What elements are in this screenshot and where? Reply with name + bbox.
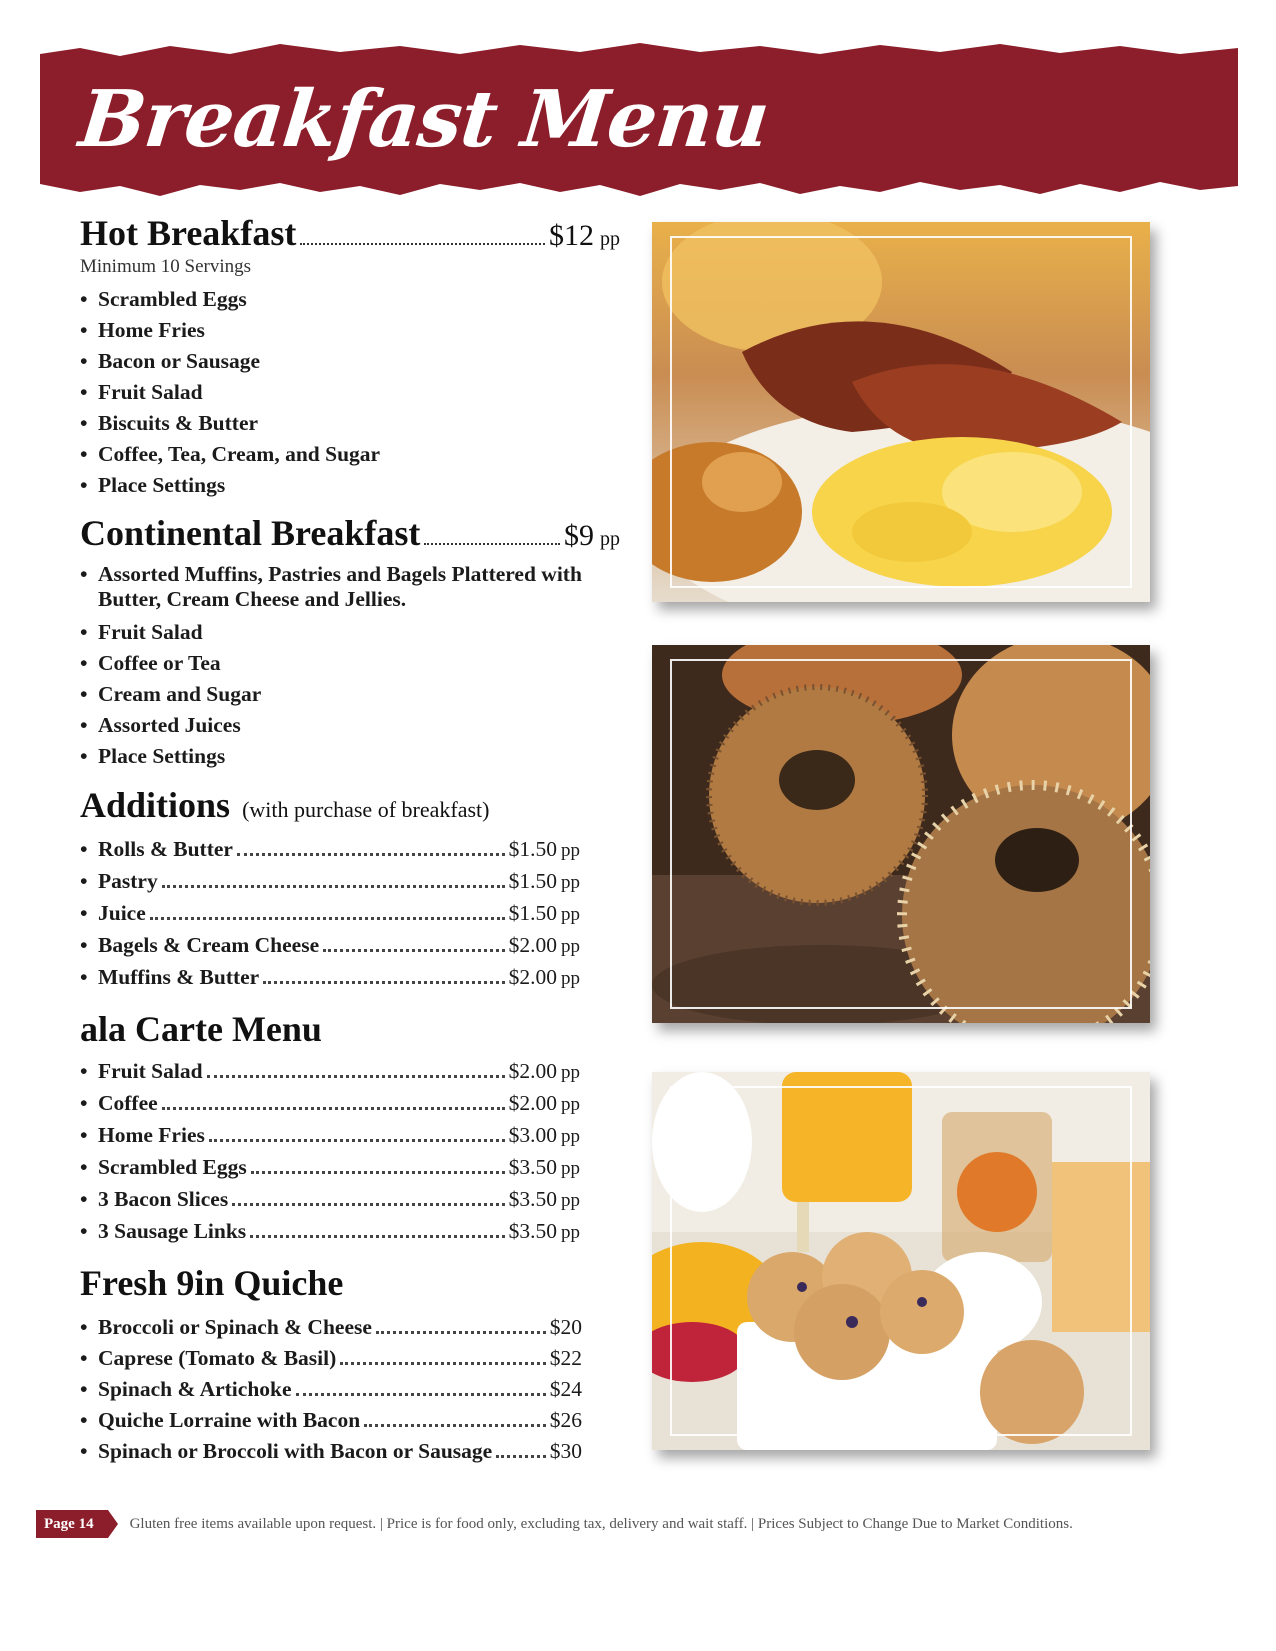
quiche-section (80, 1262, 620, 1467)
list-item: • 3 Bacon Slices $3.50 pp (80, 1187, 580, 1211)
list-item: • Coffee or Tea (80, 651, 221, 675)
list-item: • Home Fries (80, 318, 205, 342)
continental-title: Continental Breakfast (80, 513, 421, 553)
bagels-photo (652, 645, 1150, 1023)
muffins-photo (652, 1072, 1150, 1450)
list-item: • Rolls & Butter $1.50 pp (80, 837, 580, 861)
page-number: Page 14 (36, 1510, 108, 1538)
list-item: • Place Settings (80, 744, 226, 768)
hot-breakfast-note: Minimum 10 Servings (80, 256, 252, 277)
page-title: Breakfast Menu (75, 74, 773, 165)
hot-breakfast-list (80, 284, 620, 501)
dot-leader (300, 242, 545, 245)
hot-breakfast-title: Hot Breakfast (80, 213, 297, 253)
list-item: • Quiche Lorraine with Bacon $26 (80, 1408, 582, 1432)
list-item: • Coffee $2.00 pp (80, 1091, 580, 1115)
footer-disclaimer: Gluten free items available upon request. | Price is for food only, excluding tax, delivery and wait staff. | Prices Subject to Change Due to Market Conditions. (129, 1515, 1073, 1532)
list-item: • Juice $1.50 pp (80, 901, 580, 925)
list-item: • Assorted Muffins, Pastries and Bagels Plattered with Butter, Cream Cheese and Jellies. (80, 562, 582, 611)
hot-breakfast-photo (652, 222, 1150, 602)
list-item: • Fruit Salad (80, 380, 203, 404)
list-item: • Coffee, Tea, Cream, and Sugar (80, 442, 381, 466)
list-item: • Spinach or Broccoli with Bacon or Sausage $30 (80, 1439, 582, 1463)
additions-subtitle: (with purchase of breakfast) (242, 797, 490, 822)
additions-section (80, 784, 620, 994)
quiche-heading (80, 1262, 620, 1304)
list-item: • Spinach & Artichoke $24 (80, 1377, 582, 1401)
photo-frame (670, 236, 1132, 588)
list-item: • Fruit Salad (80, 620, 203, 644)
quiche-title: Fresh 9in Quiche (80, 1263, 344, 1303)
dot-leader (424, 542, 560, 545)
hot-breakfast-section (80, 212, 620, 501)
additions-heading (80, 784, 620, 826)
list-item: • Broccoli or Spinach & Cheese $20 (80, 1315, 582, 1339)
continental-list (80, 562, 620, 772)
continental-heading (80, 512, 620, 554)
price-unit: pp (600, 528, 620, 550)
price-unit: pp (600, 228, 620, 250)
page-footer (36, 1509, 1246, 1539)
ala-carte-heading (80, 1008, 620, 1050)
quiche-list (80, 1312, 582, 1467)
list-item: • Assorted Juices (80, 713, 241, 737)
list-item: • Bagels & Cream Cheese $2.00 pp (80, 933, 580, 957)
list-item: • Pastry $1.50 pp (80, 869, 580, 893)
list-item: • Cream and Sugar (80, 682, 262, 706)
list-item: • Biscuits & Butter (80, 411, 259, 435)
ala-carte-list (80, 1056, 580, 1248)
photo-frame (670, 659, 1132, 1009)
hot-breakfast-price: $12 (549, 219, 594, 252)
list-item: • Place Settings (80, 473, 226, 497)
list-item: • Fruit Salad $2.00 pp (80, 1059, 580, 1083)
list-item: • Home Fries $3.00 pp (80, 1123, 580, 1147)
photo-frame (670, 1086, 1132, 1436)
list-item: • 3 Sausage Links $3.50 pp (80, 1219, 580, 1243)
hot-breakfast-heading (80, 212, 620, 254)
list-item: • Scrambled Eggs (80, 287, 247, 311)
continental-breakfast-section (80, 512, 620, 772)
additions-title: Additions (80, 785, 231, 825)
list-item: • Caprese (Tomato & Basil) $22 (80, 1346, 582, 1370)
list-item: • Muffins & Butter $2.00 pp (80, 965, 580, 989)
ala-carte-section (80, 1008, 620, 1248)
additions-list (80, 834, 580, 994)
continental-price: $9 (564, 519, 594, 552)
header-banner (40, 40, 1238, 202)
list-item: • Bacon or Sausage (80, 349, 261, 373)
list-item: • Scrambled Eggs $3.50 pp (80, 1155, 580, 1179)
ala-carte-title: ala Carte Menu (80, 1009, 322, 1049)
